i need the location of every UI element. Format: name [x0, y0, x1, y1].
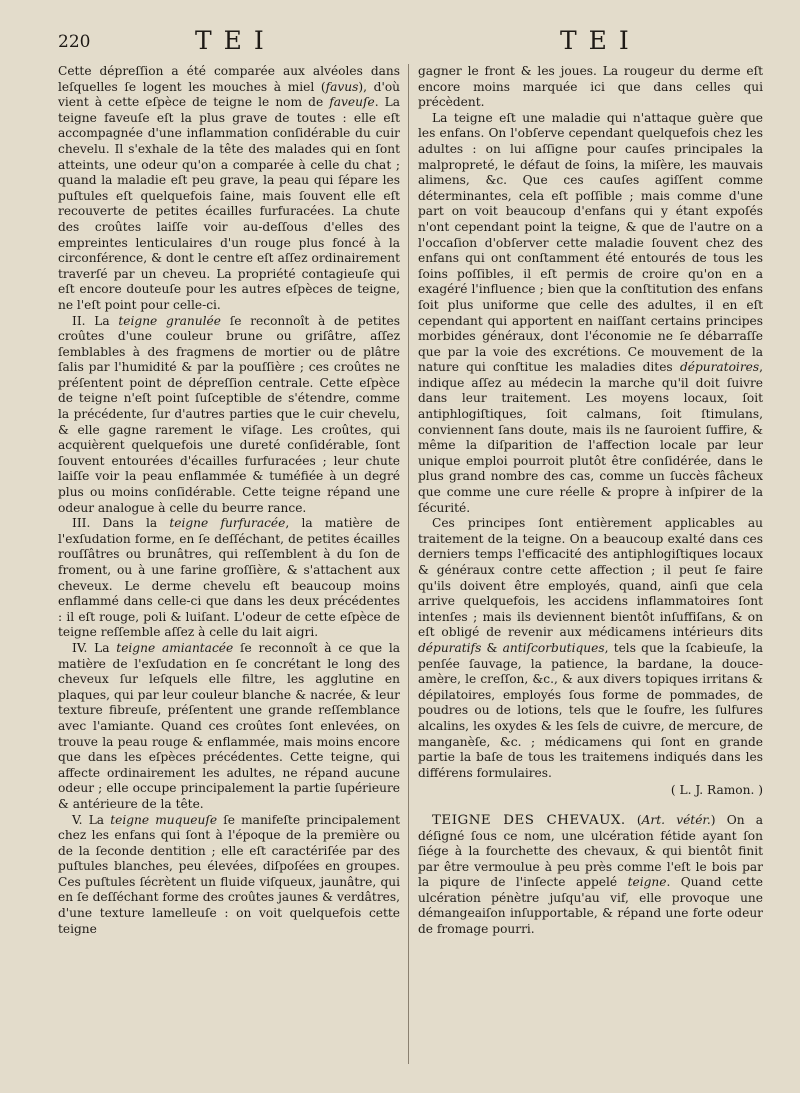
entry-headword: TEIGNE DES CHEVAUX. — [432, 812, 626, 828]
paragraph: IV. La teigne amiantacée ſe reconnoît à ce que la matière de l'exſudation en ſe concrétant le long des cheveux ſur leſquels elle filtre, les agglutine en plaques, qui par leur couleur blanche & nacrée, & leur texture fibreuſe, préſentent une grande reſſemblance avec l'amiante. Quand ces croûtes ſont enlevées, on trouve la peau rouge & enflammée, mais moins encore que dans les eſpèces précédentes. Cette teigne, qui affecte ordinairement les adultes, ne répand aucune odeur ; elle occupe principalement la partie ſupérieure & antérieure de la tête. — [58, 640, 400, 811]
column-divider — [408, 64, 409, 1064]
paragraph: Cette dépreſſion a été comparée aux alvéoles dans leſquelles ſe logent les mouches à miel (favus), d'où vient à cette eſpèce de teigne le nom de faveuſe. La teigne faveuſe eſt la plus grave de toutes : elle eſt accompagnée d'une inflammation conſidérable du cuir chevelu. Il s'exhale de la tête des malades qui en ſont atteints, une odeur qu'on a comparée à celle du chat ; quand la maladie eſt peu grave, la peau qui ſépare les puſtules eſt quelquefois ſaine, mais ſouvent elle eſt recouverte de petites écailles furfuracées. La chute des croûtes laiſſe voir au-deſſous d'elles des empreintes lenticulaires d'un rouge plus foncé à la circonférence, & dont le centre eſt aſſez ordinairement traverſé par un cheveu. La propriété contagieuſe qui eſt encore douteuſe pour les autres eſpèces de teigne, ne l'eſt point pour celle-ci. — [58, 64, 401, 312]
running-head-right: TEI — [560, 26, 641, 55]
running-head-left: TEI — [195, 26, 276, 55]
paragraph: V. La teigne muqueuſe ſe manifeſte principalement chez les enfans qui ſont à l'époque de la première ou de la ſeconde dentition ; elle eſt caractériſée par des puſtules blanches, peu élevées, diſpoſées en groupes. Ces puſtules ſécrètent un fluide viſqueux, jaunâtre, qui en ſe deſſéchant forme des croûtes jaunes & verdâtres, d'une texture lamelleuſe : on voit quelquefois cette teigne — [58, 812, 400, 936]
page-header — [0, 26, 800, 60]
paragraph: III. Dans la teigne furfuracée, la matière de l'exſudation forme, en ſe deſſéchant, de petites écailles rouſſâtres ou brunâtres, qui reſſemblent à du ſon de froment, ou à une farine groſſière, & s'attachent aux cheveux. Le derme chevelu eſt beaucoup moins enflammé dans celle-ci que dans les deux précédentes : il eſt rouge, poli & luiſant. L'odeur de cette eſpèce de teigne reſſemble aſſez à celle du lait aigri. — [58, 516, 401, 640]
page-number: 220 — [58, 32, 91, 52]
entry-reference: Art. vétér. — [641, 812, 711, 827]
paragraph: La teigne eſt une maladie qui n'attaque guère que les enfans. On l'obſerve cependant quelquefois chez les adultes : on lui aſſigne pour cauſes principales la malpropreté, le défaut de ſoins, la miſère, les mauvais alimens, &c. Que ces cauſes agiſſent comme déterminantes, cela eſt poſſible ; mais comme d'une part on voit beaucoup d'enfans qui y étant expoſés n'ont cependant point la teigne, & que de l'autre on a l'occaſion d'obſerver cette maladie ſouvent chez des enfans qui ont conſtamment été entourés de tous les ſoins poſſibles, il eſt permis de croire qu'on en a exagéré l'influence ; bien que la conſtitution des enfans ſoit plus uniforme que celle des adultes, il en eſt cependant qui apportent en naiſſant certains principes morbides généraux, dont l'économie ne ſe débarraſſe que par la voie des excrétions. Ce mouvement de la nature qui conſtitue les maladies dites dépuratoires, indique aſſez au médecin la marche qu'il doit ſuivre dans leur traitement. Les moyens locaux, ſoit antiphlogiſtiques, ſoit calmans, ſoit ſtimulans, conviennent ſans doute, mais ils ne ſauroient ſuffire, & même la diſparition de l'affection locale par leur unique emploi pourroit plutôt être conſidérée, dans le plus grand nombre des cas, comme un ſuccès fâcheux que comme une cure réelle & propre à inſpirer de la ſécurité. — [418, 110, 763, 515]
paragraph: Ces principes ſont entièrement applicables au traitement de la teigne. On a beaucoup exalté dans ces derniers temps l'efficacité des antiphlogiſtiques locaux & généraux contre cette affection ; il peut ſe faire qu'ils doivent être employés, quand, ainſi que cela arrive quelquefois, les accidens inflammatoires ſont intenſes ; mais ils deviennent bientôt inſuffiſans, & on eſt obligé de revenir aux médicamens intérieurs dits dépuratifs & antiſcorbutiques, tels que la ſcabieuſe, la penſée ſauvage, la patience, la bardane, la douce-amère, le creſſon, &c., & aux divers topiques irritans & dépilatoires, employés ſous forme de pommades, de poudres ou de lotions, tels que le ſoufre, les ſulfures alcalins, les oxydes & les ſels de cuivre, de mercure, de mangan​èſe, &c. ; médicamens qui ſont en grande partie la baſe de tous les traitemens indiqués dans les différens formulaires. — [418, 516, 763, 780]
left-column — [58, 64, 400, 937]
paragraph: II. La teigne granulée ſe reconnoît à de petites croûtes d'une couleur brune ou griſâtre, aſſez ſemblables à des fragmens de mortier ou de plâtre ſalis par l'humidité & par la pouſſière ; ces croûtes ne préſentent point de dépreſſion centrale. Cette eſpèce de teigne n'eſt point ſuſceptible de s'étendre, comme la précédente, ſur d'autres parties que le cuir chevelu, & elle gagne rarement le viſage. Les croûtes, qui acquièrent quelquefois une dureté conſidérable, ſont ſouvent entourées d'écailles furfuracées ; leur chute laiſſe voir la peau enflammée & tuméfiée à un degré plus ou moins conſidérable. Cette teigne répand une odeur analogue à celle du beurre rance. — [58, 313, 400, 515]
dictionary-entry: TEIGNE DES CHEVAUX. (Art. vétér.) On a déſigné ſous ce nom, une ulcération fétide ayant ſon ſiége à la fourchette des chevaux, & qui bientôt finit par être vermoulue à peu près comme l'eſt le bois par la piqure de l'inſecte appelé teigne. Quand cette ulcération pénètre juſqu'au vif, elle provoque une démangeaiſon inſupportable, & répand une forte odeur de fromage pourri. — [418, 812, 763, 937]
author-signature: ( L. J. Ramon. ) — [670, 783, 763, 798]
right-column — [418, 64, 763, 938]
paragraph: gagner le front & les joues. La rougeur du derme eſt encore moins marquée ici que dans celles qui précèdent. — [418, 64, 763, 110]
